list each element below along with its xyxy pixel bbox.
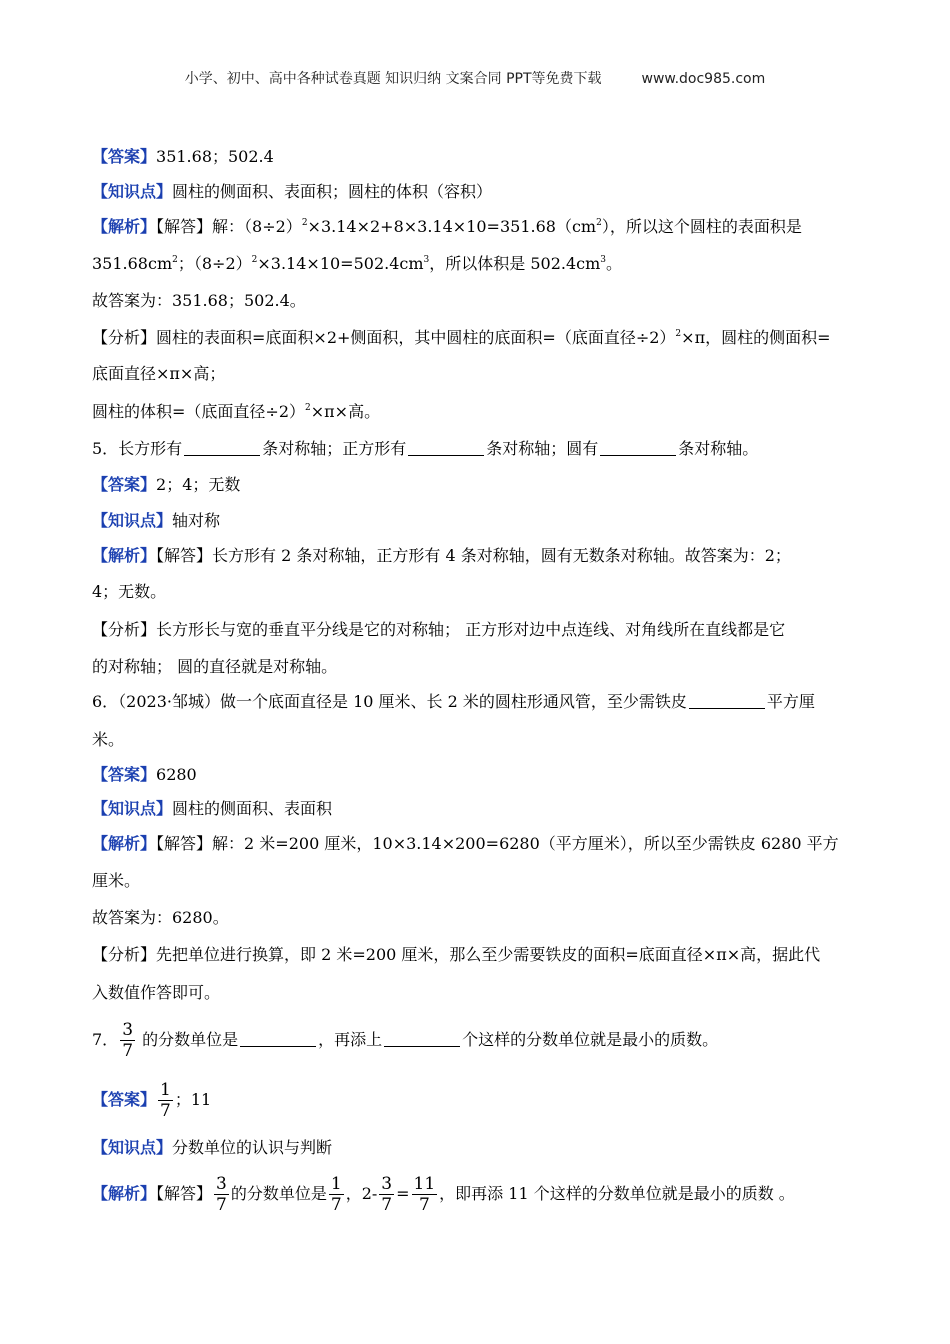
q4-analysis-line-3 xyxy=(92,400,860,424)
q6-question-line-2: 米。 xyxy=(92,730,125,749)
q7-knowledge-line xyxy=(92,1136,860,1160)
q4-s1a: 解：（8÷2） xyxy=(212,217,302,236)
q7-sc: = xyxy=(396,1184,410,1203)
q7-p3: 个这样的分数单位就是最小的质数。 xyxy=(462,1030,719,1049)
knowledge-tag: 【知识点】 xyxy=(92,799,173,818)
answer-blank[interactable] xyxy=(184,439,260,456)
answer-blank[interactable] xyxy=(689,692,765,709)
q5-p1: 5．长方形有 xyxy=(92,439,183,458)
q7-sb: ，2- xyxy=(345,1184,378,1203)
q4-knowledge: 圆柱的侧面积、表面积；圆柱的体积（容积） xyxy=(172,182,493,201)
sup: 2 xyxy=(172,255,178,265)
q4-s2d: ，所以体积是 502.4cm xyxy=(429,254,601,273)
frac-den: 7 xyxy=(122,1041,134,1061)
sup: 2 xyxy=(305,403,311,413)
analysis-tag: 【解析】 xyxy=(92,546,157,565)
q4-s2a: 351.68cm xyxy=(92,254,173,273)
q6-f1: 先把单位进行换算，即 2 米=200 厘米，那么至少需要铁皮的面积=底面直径×π×高，据此代 xyxy=(156,945,821,964)
frac-den: 7 xyxy=(216,1195,227,1215)
q6-answer-line xyxy=(92,763,860,787)
q5-s1: 长方形有 2 条对称轴，正方形有 4 条对称轴，圆有无数条对称轴。故答案为：2； xyxy=(212,546,791,565)
q6-solution-line-2: 厘米。 xyxy=(92,871,141,890)
fraction xyxy=(158,1080,173,1121)
q7-sd: ，即再添 11 个这样的分数单位就是最小的质数 。 xyxy=(439,1184,795,1203)
q6-solution-line-3: 故答案为：6280。 xyxy=(92,908,229,927)
answer-blank[interactable] xyxy=(384,1030,460,1047)
q6-s1: 解：2 米=200 厘米，10×3.14×200=6280（平方厘米），所以至少需铁皮 6280 平方 xyxy=(212,834,839,853)
q6-analysis-line-1 xyxy=(92,943,860,967)
q7-num: 7． xyxy=(92,1030,119,1049)
q4-s2b: ；（8÷2） xyxy=(177,254,252,273)
q7-solution-line xyxy=(92,1172,860,1216)
sup: 3 xyxy=(423,255,430,265)
q4-answer-line xyxy=(92,145,860,169)
q7-answer-line xyxy=(92,1078,860,1122)
knowledge-tag: 【知识点】 xyxy=(92,1138,173,1157)
answer-tag: 【答案】 xyxy=(92,147,157,166)
sup: 2 xyxy=(596,218,602,228)
answer-tag: 【答案】 xyxy=(92,475,157,494)
frac-num: 3 xyxy=(381,1174,393,1194)
knowledge-tag: 【知识点】 xyxy=(92,182,173,201)
answer-tag: 【答案】 xyxy=(92,765,157,784)
q5-solution-line-1 xyxy=(92,544,860,568)
fraction xyxy=(120,1020,135,1061)
q6-analysis-line-2: 入数值作答即可。 xyxy=(92,983,221,1002)
frac-den: 7 xyxy=(160,1101,171,1121)
solve-tag: 【解答】 xyxy=(156,834,213,853)
q4-s2c: ×3.14×10=502.4cm xyxy=(257,254,424,273)
solve-tag: 【解答】 xyxy=(156,1184,213,1203)
q5-answer-line xyxy=(92,473,860,497)
q7-sa: 的分数单位是 xyxy=(230,1184,327,1203)
fraction xyxy=(412,1174,438,1215)
q4-f3b: ×π×高。 xyxy=(310,402,381,421)
sup: 3 xyxy=(600,255,607,265)
q6-knowledge: 圆柱的侧面积、表面积 xyxy=(172,799,333,818)
fenxi-tag: 【分析】 xyxy=(92,328,157,347)
q5-analysis-line-1 xyxy=(92,618,860,642)
q4-f3a: 圆柱的体积=（底面直径÷2） xyxy=(92,402,305,421)
sup: 2 xyxy=(301,218,308,228)
q5-knowledge: 轴对称 xyxy=(172,511,221,530)
q6-answer: 6280 xyxy=(156,765,197,784)
q6-solution-line-1 xyxy=(92,832,860,856)
answer-blank[interactable] xyxy=(408,439,484,456)
q4-s1c: ），所以这个圆柱的表面积是 xyxy=(601,217,802,236)
sup: 2 xyxy=(675,329,682,339)
q4-analysis-line-2: 底面直径×π×高； xyxy=(92,364,226,383)
q7-p1: 的分数单位是 xyxy=(142,1030,239,1049)
q5-p4: 条对称轴。 xyxy=(678,439,759,458)
fraction xyxy=(329,1174,344,1215)
q6-knowledge-line xyxy=(92,797,860,821)
solve-tag: 【解答】 xyxy=(156,546,213,565)
fenxi-tag: 【分析】 xyxy=(92,620,157,639)
q5-solution-line-2: 4；无数。 xyxy=(92,582,167,601)
frac-num: 3 xyxy=(122,1020,134,1040)
q4-f1a: 圆柱的表面积=底面积×2+侧面积，其中圆柱的底面积=（底面直径÷2） xyxy=(156,328,676,347)
knowledge-tag: 【知识点】 xyxy=(92,511,173,530)
fraction xyxy=(214,1174,229,1215)
q5-analysis-line-2: 的对称轴； 圆的直径就是对称轴。 xyxy=(92,657,338,676)
analysis-tag: 【解析】 xyxy=(92,834,157,853)
q4-analysis-line-1 xyxy=(92,326,860,350)
fenxi-tag: 【分析】 xyxy=(92,945,157,964)
fraction xyxy=(379,1174,394,1215)
q7-p2: ，再添上 xyxy=(318,1030,383,1049)
q4-solution-line-2 xyxy=(92,252,860,276)
frac-den: 7 xyxy=(330,1195,342,1215)
q4-s2e: 。 xyxy=(606,254,623,273)
q4-s1b: ×3.14×2+8×3.14×10=351.68（cm xyxy=(307,217,597,236)
q4-f1b: ×π，圆柱的侧面积= xyxy=(681,328,831,347)
frac-num: 1 xyxy=(330,1174,342,1194)
q4-knowledge-line xyxy=(92,180,860,204)
frac-den: 7 xyxy=(381,1195,393,1215)
q5-knowledge-line xyxy=(92,509,860,533)
q6-question-line-1 xyxy=(92,690,860,714)
frac-num: 1 xyxy=(160,1080,171,1100)
q7-answer-rest: ；11 xyxy=(174,1090,212,1109)
solve-tag: 【解答】 xyxy=(156,217,213,236)
q7-knowledge: 分数单位的认识与判断 xyxy=(172,1138,333,1157)
answer-blank[interactable] xyxy=(600,439,676,456)
header-text: 小学、初中、高中各种试卷真题 知识归纳 文案合同 PPT等免费下载 xyxy=(184,71,602,87)
frac-den: 7 xyxy=(418,1195,430,1215)
answer-blank[interactable] xyxy=(240,1030,316,1047)
sup: 2 xyxy=(251,255,258,265)
q4-solution-line-1 xyxy=(92,215,860,239)
q6-p1: 6．（2023·邹城）做一个底面直径是 10 厘米、长 2 米的圆柱形通风管，至少需铁皮 xyxy=(92,692,687,711)
q5-f1: 长方形长与宽的垂直平分线是它的对称轴； 正方形对边中点连线、对角线所在直线都是它 xyxy=(156,620,786,639)
q7-question xyxy=(92,1018,860,1062)
frac-num: 11 xyxy=(413,1174,436,1194)
q4-answer: 351.68；502.4 xyxy=(156,147,274,166)
q5-question xyxy=(92,437,860,461)
frac-num: 3 xyxy=(216,1174,227,1194)
q5-answer: 2；4；无数 xyxy=(156,475,241,494)
q5-p2: 条对称轴；正方形有 xyxy=(262,439,407,458)
q5-p3: 条对称轴；圆有 xyxy=(486,439,599,458)
answer-tag: 【答案】 xyxy=(92,1090,157,1109)
analysis-tag: 【解析】 xyxy=(92,1184,157,1203)
analysis-tag: 【解析】 xyxy=(92,217,157,236)
header-site-link[interactable]: www.doc985.com xyxy=(641,71,766,87)
q4-solution-line-3: 故答案为：351.68；502.4。 xyxy=(92,291,306,310)
q6-p2: 平方厘 xyxy=(766,692,815,711)
page-header xyxy=(0,68,950,88)
